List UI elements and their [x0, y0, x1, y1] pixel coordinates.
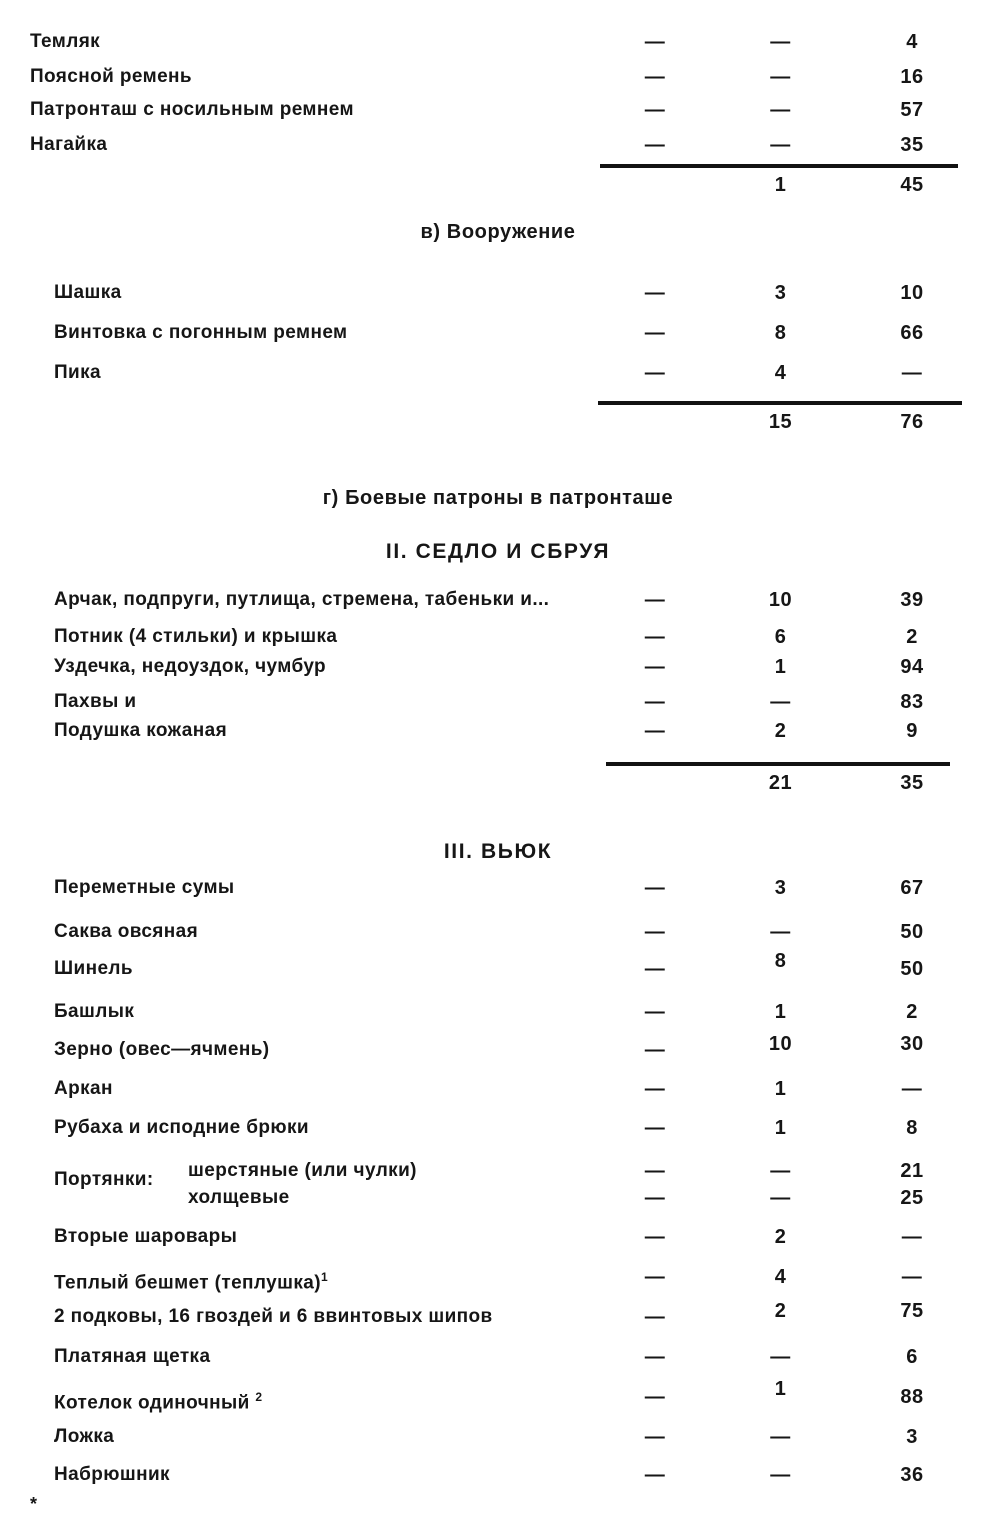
table-row — [0, 1033, 996, 1064]
group-label: Портянки: — [54, 1169, 154, 1190]
item-label: Набрюшник — [54, 1464, 170, 1485]
table-row — [0, 1184, 996, 1212]
col2-value: — — [770, 691, 791, 713]
col1-value: — — [644, 1078, 666, 1100]
col3-value: 66 — [900, 322, 924, 344]
col1-value: — — [644, 134, 666, 156]
item-label: Шашка — [54, 282, 122, 303]
col1-value: — — [644, 1226, 666, 1248]
section-heading: III. ВЬЮК — [443, 840, 553, 863]
col1-value: — — [644, 1039, 666, 1061]
sum-divider — [606, 762, 950, 766]
sum-divider — [598, 401, 962, 405]
table-row — [0, 96, 996, 124]
table-row — [0, 131, 996, 159]
col3-value: 8 — [906, 1117, 918, 1139]
table-row — [0, 586, 996, 614]
col1-value: — — [644, 1160, 666, 1182]
col3-value: 35 — [900, 134, 924, 156]
col2-value: — — [770, 921, 791, 943]
col1-value: — — [644, 626, 666, 648]
col2-value: 1 — [774, 1378, 787, 1400]
item-label: Котелок одиночный $^2$ — [54, 1390, 263, 1414]
item-label: холщевые — [188, 1187, 290, 1208]
col3-value: 21 — [900, 1160, 924, 1182]
col2-value: 6 — [774, 626, 787, 648]
col3-value: 50 — [900, 958, 924, 980]
item-label: Арчак, подпруги, путлища, стремена, табеньки и... — [54, 589, 550, 610]
col1-value: — — [644, 1346, 666, 1368]
col3-value: 9 — [906, 720, 918, 742]
col2-value: — — [770, 1464, 791, 1486]
col3-value: 2 — [906, 626, 918, 648]
item-label: Потник (4 стильки) и крышка — [54, 626, 338, 647]
item-label: Темляк — [30, 31, 101, 52]
col1-value: — — [644, 1001, 666, 1023]
col2-value: 10 — [768, 589, 793, 611]
col1-value: — — [644, 720, 666, 742]
col3-value: 39 — [900, 589, 924, 611]
col1-value: — — [644, 282, 666, 304]
col2-value: 8 — [774, 950, 787, 972]
col2-value: 4 — [774, 1266, 787, 1288]
footnote-mark: * — [30, 1494, 38, 1514]
col3-value: 6 — [906, 1346, 918, 1368]
col1-value: — — [644, 1306, 666, 1328]
col2-value: 1 — [774, 656, 787, 678]
item-label: Пахвы и — [54, 691, 137, 712]
col2-value: 4 — [774, 362, 787, 384]
col1-value: — — [644, 958, 666, 980]
item-label: Поясной ремень — [30, 66, 193, 87]
item-label: Аркан — [54, 1078, 113, 1099]
col1-value: — — [644, 1187, 666, 1209]
total-col2: 21 — [768, 772, 793, 794]
col1-value: — — [644, 589, 666, 611]
col3-value: 4 — [906, 31, 918, 53]
item-label: Зерно (овес—ячмень) — [54, 1039, 270, 1060]
col3-value: — — [901, 1226, 923, 1248]
col3-value: — — [901, 1266, 923, 1288]
table-row — [0, 688, 996, 716]
col2-value: — — [770, 1346, 791, 1368]
col2-value: — — [770, 1187, 791, 1209]
item-label: Переметные сумы — [54, 877, 235, 898]
col2-value: — — [770, 31, 791, 53]
table-row — [0, 717, 996, 745]
table-row — [0, 1075, 996, 1103]
col3-value: 16 — [900, 66, 924, 88]
col1-value: — — [644, 921, 666, 943]
total-col3: 76 — [900, 411, 924, 433]
footnote-ref: 1 — [320, 1270, 328, 1284]
col2-value: 3 — [774, 282, 787, 304]
section-heading: в) Вооружение — [420, 221, 576, 243]
col3-value: 3 — [906, 1426, 918, 1448]
col2-value: — — [770, 99, 791, 121]
col1-value: — — [644, 362, 666, 384]
col3-value: 88 — [900, 1386, 924, 1408]
footnote-ref: 2 — [255, 1390, 263, 1404]
col3-value: — — [901, 1078, 923, 1100]
col3-value: 57 — [900, 99, 924, 121]
col1-value: — — [644, 99, 666, 121]
total-col2: 1 — [774, 174, 787, 196]
col2-value: 1 — [774, 1117, 787, 1139]
col2-value: — — [770, 1160, 791, 1182]
col1-value: — — [644, 1386, 666, 1408]
col2-value: 1 — [774, 1078, 787, 1100]
col1-value: — — [644, 1266, 666, 1288]
col3-value: 75 — [900, 1300, 924, 1322]
totals-row — [0, 408, 996, 436]
col2-value: 2 — [774, 1226, 787, 1248]
table-row — [0, 1223, 996, 1251]
col1-value: — — [644, 31, 666, 53]
table-row — [0, 1343, 996, 1371]
total-col3: 35 — [900, 772, 924, 794]
col3-value: 83 — [900, 691, 924, 713]
table-row — [0, 63, 996, 91]
item-label: Ложка — [54, 1426, 115, 1447]
table-row — [0, 279, 996, 307]
col3-value: 10 — [900, 282, 924, 304]
table-row — [0, 1423, 996, 1451]
table-row — [0, 950, 996, 983]
total-col3: 45 — [900, 174, 924, 196]
col1-value: — — [644, 66, 666, 88]
col1-value: — — [644, 877, 666, 899]
table-row — [0, 1263, 996, 1294]
col1-value: — — [644, 322, 666, 344]
item-label: Уздечка, недоуздок, чумбур — [54, 656, 327, 677]
totals-row — [0, 769, 996, 797]
col2-value: — — [770, 66, 791, 88]
table-row — [0, 1461, 996, 1489]
item-label: Башлык — [54, 1001, 135, 1022]
col2-value: 10 — [768, 1033, 793, 1055]
table-row — [0, 359, 996, 387]
item-label: Платяная щетка — [54, 1346, 211, 1367]
table-row — [0, 1300, 996, 1331]
table-row — [0, 918, 996, 946]
item-label: Патронташ с носильным ремнем — [30, 99, 354, 120]
section-heading: II. СЕДЛО И СБРУЯ — [385, 540, 611, 563]
item-label: шерстяные (или чулки) — [188, 1160, 417, 1181]
col2-value: — — [770, 1426, 791, 1448]
table-row — [0, 874, 996, 902]
table-row — [0, 319, 996, 347]
item-label: Подушка кожаная — [54, 720, 228, 741]
table-row — [0, 1378, 996, 1414]
item-label: Теплый бешмет (теплушка)$^1$ — [54, 1270, 328, 1294]
table-row — [0, 1157, 996, 1185]
table-row — [0, 28, 996, 56]
col3-value: 30 — [900, 1033, 924, 1055]
total-col2: 15 — [768, 411, 793, 433]
col3-value: 50 — [900, 921, 924, 943]
col1-value: — — [644, 1464, 666, 1486]
col1-value: — — [644, 1117, 666, 1139]
item-label: Рубаха и исподние брюки — [54, 1117, 310, 1138]
col3-value: 94 — [900, 656, 924, 678]
totals-row — [0, 171, 996, 199]
col2-value: 2 — [774, 720, 787, 742]
item-label: Шинель — [54, 958, 133, 979]
item-label: Саква овсяная — [54, 921, 199, 942]
col3-value: 36 — [900, 1464, 924, 1486]
sum-divider — [600, 164, 958, 168]
col2-value: — — [770, 134, 791, 156]
col3-value: — — [901, 362, 923, 384]
col1-value: — — [644, 1426, 666, 1448]
item-label: Нагайка — [30, 134, 108, 155]
item-label: Винтовка с погонным ремнем — [54, 322, 348, 343]
col2-value: 1 — [774, 1001, 787, 1023]
table-row — [0, 998, 996, 1026]
table-row — [0, 653, 996, 681]
section-heading: г) Боевые патроны в патронташе — [322, 487, 674, 509]
table-row — [0, 1114, 996, 1142]
col1-value: — — [644, 656, 666, 678]
col1-value: — — [644, 691, 666, 713]
item-label: Вторые шаровары — [54, 1226, 238, 1247]
item-label: Пика — [54, 362, 102, 383]
col3-value: 2 — [906, 1001, 918, 1023]
item-label: 2 подковы, 16 гвоздей и 6 ввинтовых шипов — [54, 1306, 493, 1327]
col3-value: 25 — [900, 1187, 924, 1209]
col2-value: 8 — [774, 322, 787, 344]
col2-value: 3 — [774, 877, 787, 899]
col2-value: 2 — [774, 1300, 787, 1322]
col3-value: 67 — [900, 877, 924, 899]
table-row — [0, 623, 996, 651]
